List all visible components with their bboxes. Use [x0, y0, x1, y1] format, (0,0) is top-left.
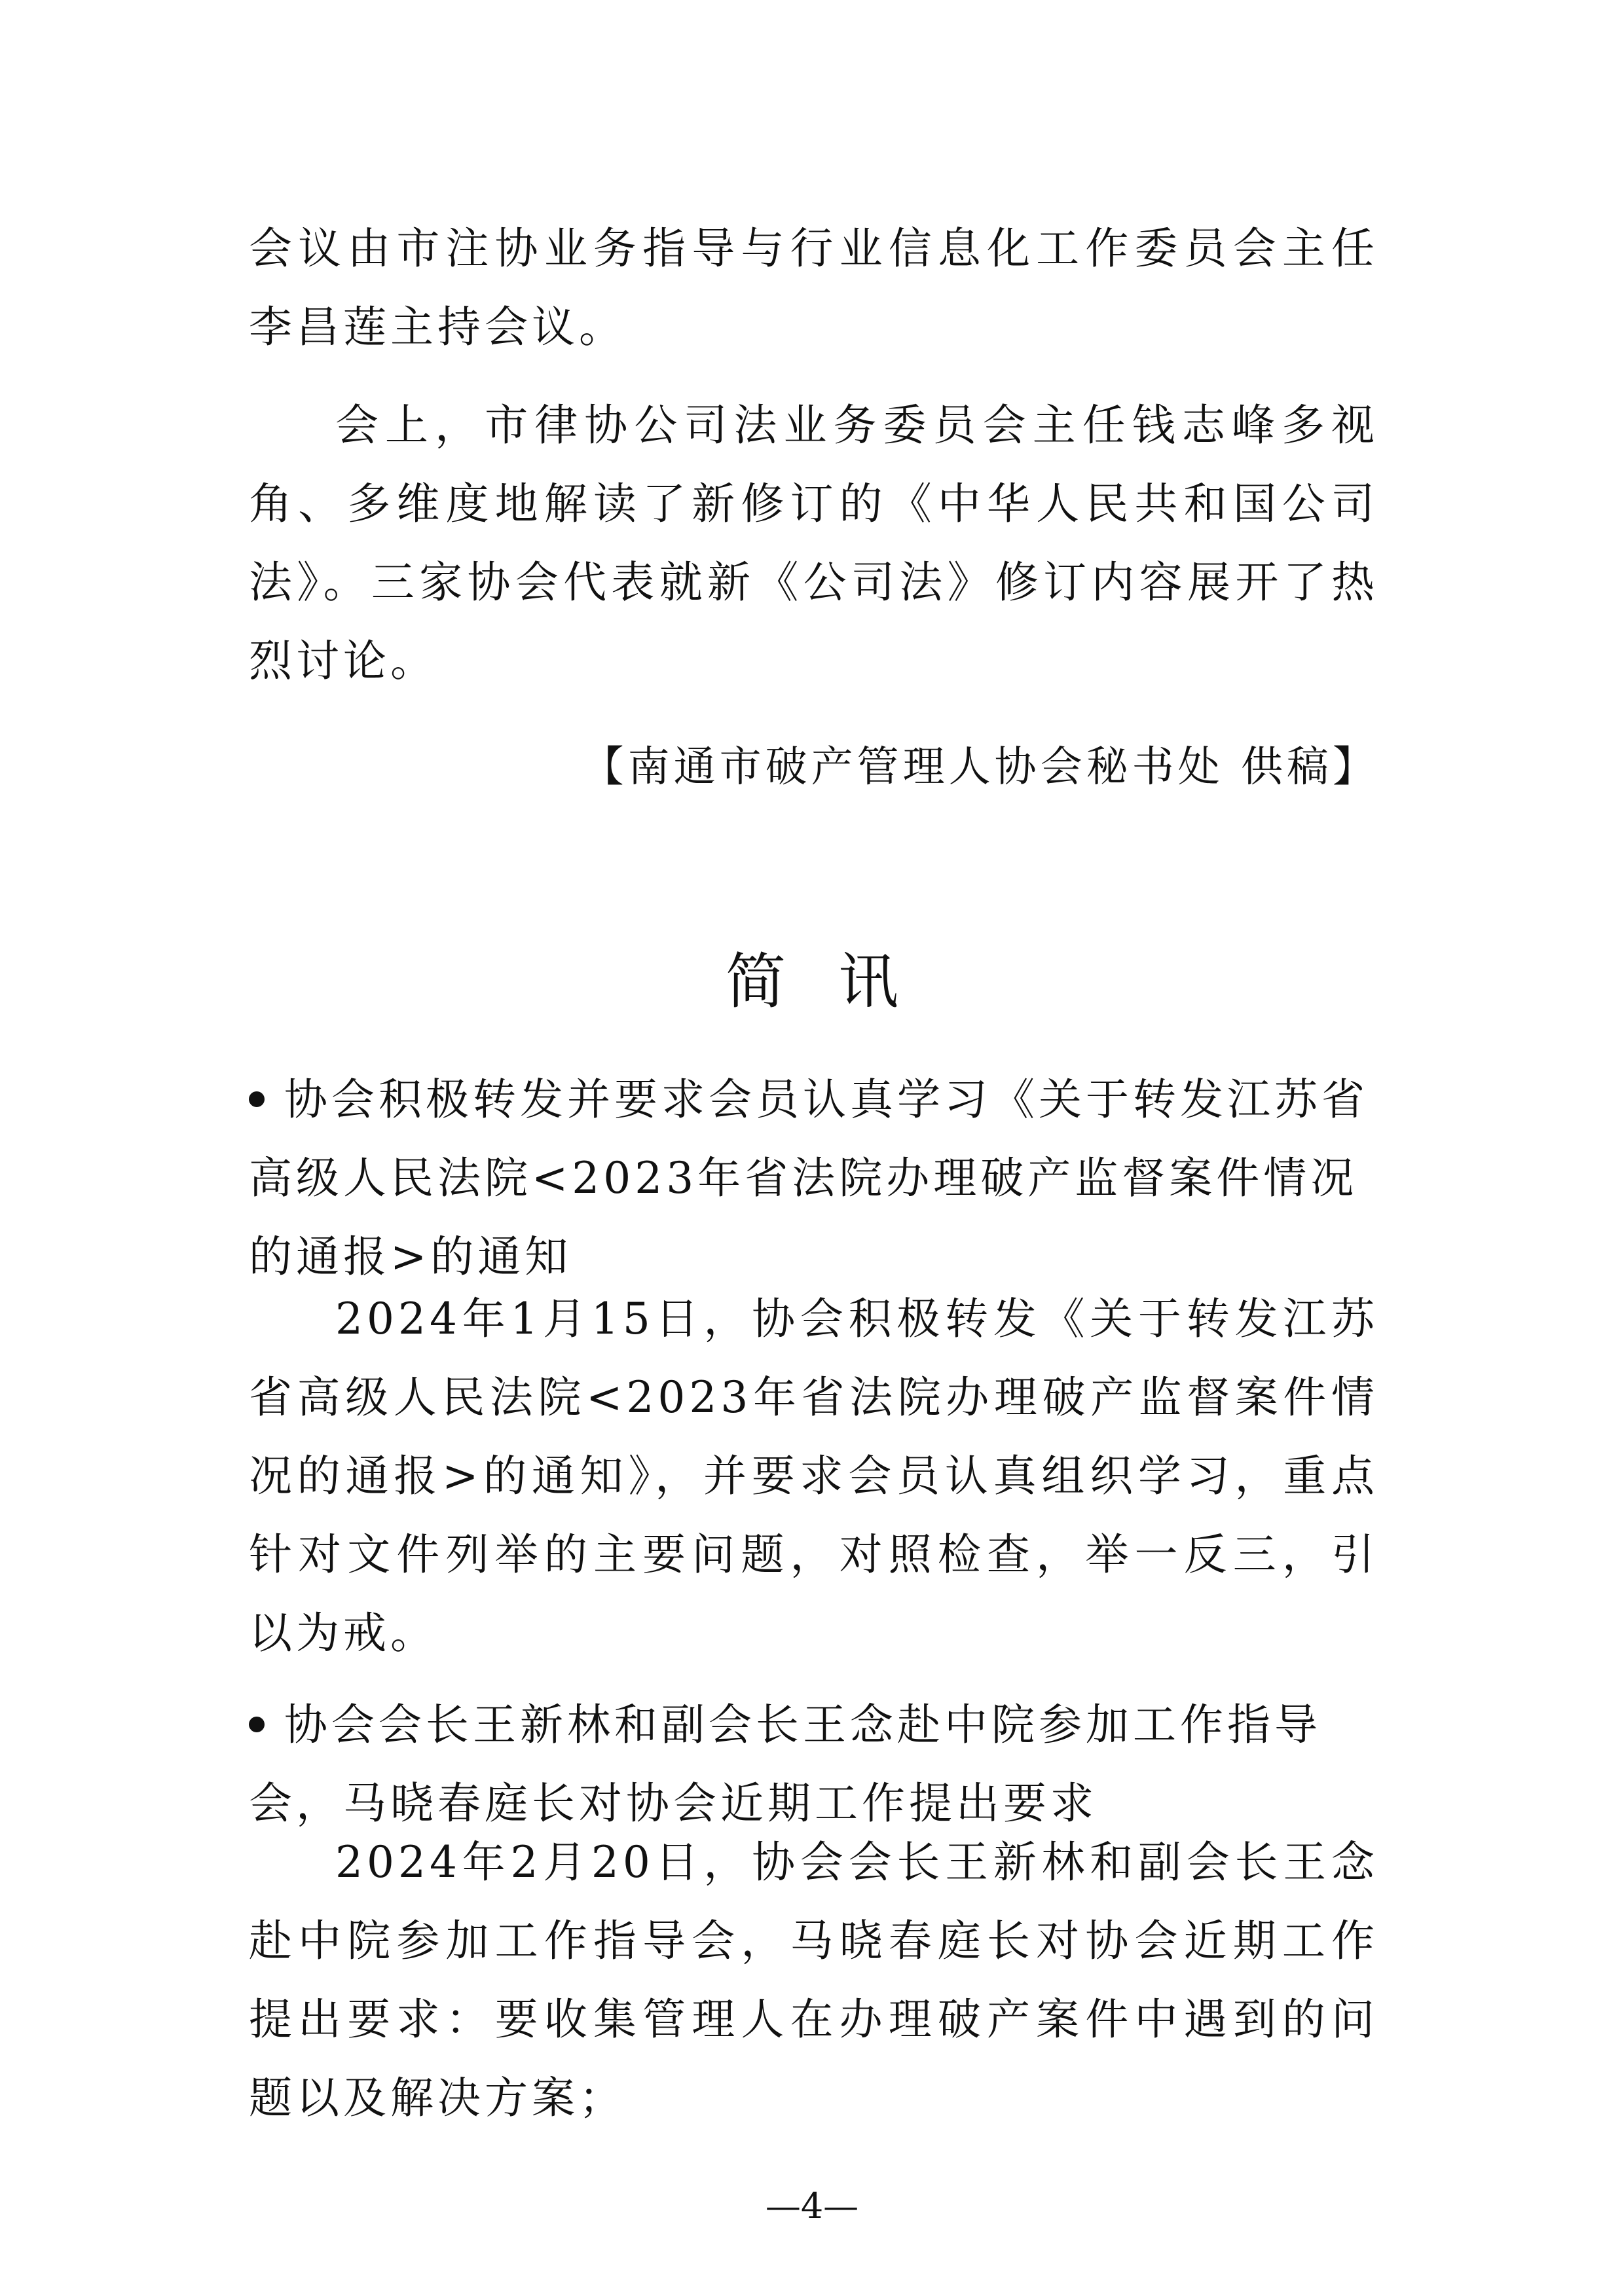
- bullet-icon: [249, 1717, 265, 1732]
- bullet-icon: [249, 1091, 265, 1107]
- news-body: 2024年2月20日，协会会长王新林和副会长王念赴中院参加工作指导会，马晓春庭长对协会近期工作提出要求：要收集管理人在办理破产案件中遇到的问题以及解决方案；: [249, 1837, 1378, 2123]
- news-heading-text: 协会积极转发并要求会员认真学习《关于转发江苏省高级人民法院<2023年省法院办理破产监督案件情况的通报>的通知: [249, 1074, 1369, 1282]
- news-heading: [249, 1061, 1378, 1296]
- news-heading: [249, 1686, 1378, 1843]
- section-title: 简讯: [725, 947, 951, 1017]
- paragraph-company-law: 会上，市律协公司法业务委员会主任钱志峰多视角、多维度地解读了新修订的《中华人民共和国公司法》。三家协会代表就新《公司法》修订内容展开了热烈讨论。: [249, 400, 1378, 686]
- page-number: —4—: [765, 2185, 859, 2227]
- paragraph-meeting-host: 会议由市注协业务指导与行业信息化工作委员会主任李昌莲主持会议。: [249, 223, 1378, 352]
- news-body: 2024年1月15日，协会积极转发《关于转发江苏省高级人民法院<2023年省法院办理破产监督案件情况的通报>的通知》，并要求会员认真组织学习，重点针对文件列举的主要问题，对照检查，举一反三，引以为戒。: [249, 1294, 1378, 1658]
- news-heading-text: 协会会长王新林和副会长王念赴中院参加工作指导会，马晓春庭长对协会近期工作提出要求: [249, 1700, 1321, 1829]
- source-credit: 【南通市破产管理人协会秘书处 供稿】: [581, 743, 1378, 792]
